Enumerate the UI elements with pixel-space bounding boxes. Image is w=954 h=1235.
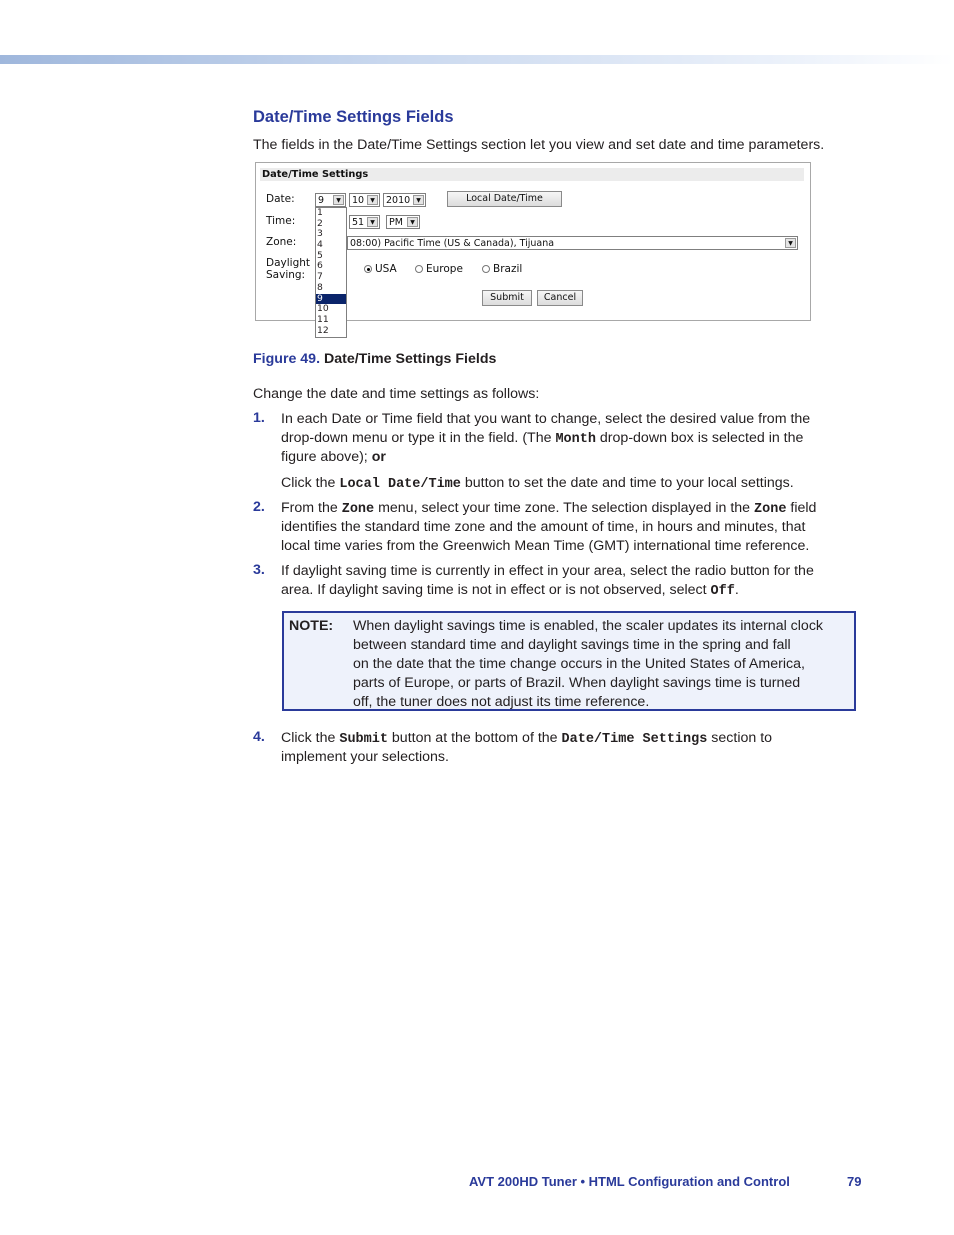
note-line: parts of Europe, or parts of Brazil. When daylight savings time is turned <box>353 675 801 691</box>
step-1-line <box>281 474 794 494</box>
submit-button[interactable]: Submit <box>482 290 532 306</box>
month-option[interactable]: 4 <box>317 239 323 251</box>
chevron-down-icon[interactable]: ▼ <box>367 195 378 205</box>
chevron-down-icon[interactable]: ▼ <box>367 217 378 227</box>
step-1-line <box>281 448 386 467</box>
zone-value: 08:00) Pacific Time (US & Canada), Tijuana <box>350 238 555 249</box>
text: button to set the date and time to your local settings. <box>464 475 794 491</box>
text: drop-down menu or type it in the field. (The <box>281 430 552 446</box>
radio-brazil[interactable] <box>482 263 522 275</box>
note-line: off, the tuner does not adjust its time reference. <box>353 694 650 710</box>
month-dropdown-list[interactable] <box>315 207 347 338</box>
text: area. If daylight saving time is not in effect or is not observed, select <box>281 582 707 598</box>
step-2-number: 2. <box>253 499 265 515</box>
step-2-line: local time varies from the Greenwich Mean Time (GMT) international time reference. <box>281 538 810 554</box>
text: button at the bottom of the <box>391 730 558 746</box>
text: menu, select your time zone. The selection displayed in the <box>378 500 751 516</box>
saving-label: Saving: <box>266 269 306 281</box>
minute-select[interactable] <box>349 215 380 229</box>
step-4-line <box>281 729 772 749</box>
month-option[interactable]: 5 <box>317 249 323 261</box>
time-label: Time: <box>266 215 296 227</box>
radio-unselected-icon <box>482 265 490 273</box>
text: figure above); <box>281 449 368 465</box>
text: Click the <box>281 475 336 491</box>
month-option[interactable]: 6 <box>317 260 323 272</box>
radio-unselected-icon <box>415 265 423 273</box>
text: field <box>790 500 817 516</box>
step-3-line <box>281 581 739 601</box>
radio-usa[interactable] <box>364 263 397 275</box>
or-term: or <box>371 449 386 465</box>
chevron-down-icon[interactable]: ▼ <box>333 195 344 205</box>
chevron-down-icon[interactable]: ▼ <box>785 238 796 248</box>
text: . <box>734 582 739 598</box>
step-3-number: 3. <box>253 562 265 578</box>
month-select[interactable] <box>315 193 346 207</box>
chevron-down-icon[interactable]: ▼ <box>407 217 418 227</box>
step-4-line: implement your selections. <box>281 749 449 765</box>
month-option[interactable]: 1 <box>317 207 323 218</box>
text: drop-down box is selected in the <box>599 430 804 446</box>
step-2-line: identifies the standard time zone and the amount of time, in hours and minutes, that <box>281 519 806 535</box>
ampm-value: PM <box>389 217 403 228</box>
local-date-time-term: Local Date/Time <box>339 477 461 492</box>
date-time-settings-term: Date/Time Settings <box>561 732 708 747</box>
zone-term: Zone <box>754 502 787 517</box>
month-option[interactable]: 7 <box>317 271 323 283</box>
step-3-line: If daylight saving time is currently in effect in your area, select the radio button for the <box>281 563 814 579</box>
month-value: 9 <box>318 195 325 206</box>
figure-caption <box>253 351 496 367</box>
note-label: NOTE: <box>289 618 334 634</box>
step-2-line <box>281 499 816 519</box>
month-term: Month <box>555 432 596 447</box>
day-select[interactable] <box>349 193 380 207</box>
month-option[interactable]: 9 <box>316 294 346 305</box>
header-gradient-bar <box>0 55 954 64</box>
zone-select[interactable] <box>347 236 798 250</box>
month-option[interactable]: 10 <box>317 303 329 315</box>
minute-value: 51 <box>352 217 365 228</box>
cancel-button[interactable]: Cancel <box>537 290 583 306</box>
radio-selected-icon <box>364 265 372 273</box>
text: section to <box>711 730 773 746</box>
settings-header: Date/Time Settings <box>260 168 804 181</box>
step-4-number: 4. <box>253 729 265 745</box>
year-select[interactable] <box>383 193 426 207</box>
radio-brazil-label: Brazil <box>493 263 523 275</box>
chevron-down-icon[interactable]: ▼ <box>413 195 424 205</box>
off-term: Off <box>710 584 735 599</box>
step-1-line: In each Date or Time field that you want to change, select the desired value from the <box>281 411 811 427</box>
figure-number: Figure 49. <box>253 351 321 367</box>
intro-paragraph: The fields in the Date/Time Settings section let you view and set date and time parameters. <box>253 137 825 153</box>
month-option[interactable]: 8 <box>317 281 323 293</box>
day-value: 10 <box>352 195 365 206</box>
figure-title: Date/Time Settings Fields <box>323 351 497 367</box>
text: Click the <box>281 730 336 746</box>
lead-paragraph: Change the date and time settings as follows: <box>253 386 540 402</box>
zone-term: Zone <box>341 502 375 517</box>
date-label: Date: <box>266 193 295 205</box>
radio-europe[interactable] <box>415 263 463 275</box>
note-line: When daylight savings time is enabled, the scaler updates its internal clock <box>353 618 824 634</box>
radio-europe-label: Europe <box>426 263 463 275</box>
footer-title: AVT 200HD Tuner • HTML Configuration and Control <box>469 1174 790 1189</box>
month-option[interactable]: 3 <box>317 228 323 240</box>
month-option[interactable]: 2 <box>317 217 323 229</box>
note-line: on the date that the time change occurs in the United States of America, <box>353 656 805 672</box>
radio-usa-label: USA <box>375 263 397 275</box>
month-option[interactable]: 12 <box>317 324 329 336</box>
note-line: between standard time and daylight savings time in the spring and fall <box>353 637 791 653</box>
submit-term: Submit <box>339 732 388 747</box>
step-1-line <box>281 429 803 449</box>
daylight-label: Daylight <box>266 257 311 269</box>
month-option[interactable]: 11 <box>317 313 329 325</box>
step-1-number: 1. <box>253 410 265 426</box>
note-box <box>282 611 856 711</box>
zone-label: Zone: <box>266 236 297 248</box>
page-number: 79 <box>847 1174 862 1189</box>
ampm-select[interactable] <box>386 215 420 229</box>
local-date-time-button[interactable]: Local Date/Time <box>447 191 562 207</box>
text: From the <box>281 500 338 516</box>
section-title: Date/Time Settings Fields <box>253 108 454 126</box>
year-value: 2010 <box>386 195 411 206</box>
